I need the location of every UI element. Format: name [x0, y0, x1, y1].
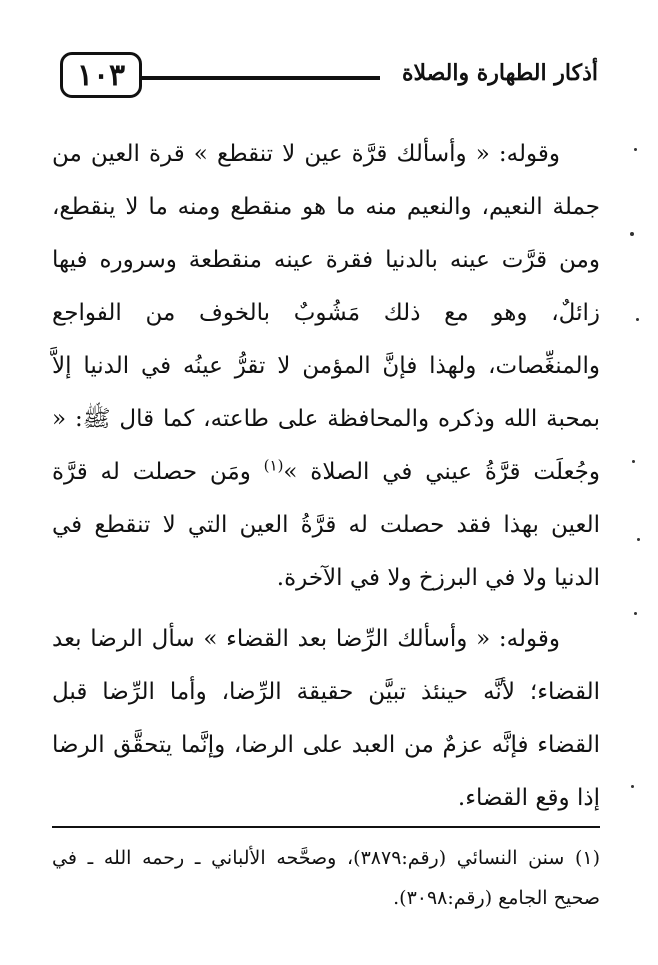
- paragraph-1-text: وقوله: « وأسألك قرَّة عين لا تنقطع » قرة العين من جملة النعيم، والنعيم منه ما هو منقطع ومنه ما لا ينقطع، ومن قرَّت عينه بالدنيا فقرة عينه منقطعة وسروره فيها زائلٌ، وهو مع ذلك مَشُوبٌ بالخوف من الفواجع والمنغِّصات، ولهذا فإنَّ المؤمن لا تقرُّ عينُه في الدنيا إلاَّ بمحبة الله وذكره والمحافظة على طاعته، كما قال ﷺ: « وجُعلَت قرَّةُ عيني في الصلاة »: [52, 141, 600, 485]
- running-title: أذكار الطهارة والصلاة: [401, 60, 598, 86]
- paragraph-1: [52, 128, 600, 605]
- scan-speck: [634, 612, 637, 615]
- footnotes: [52, 838, 600, 918]
- footnote-reference: (١): [263, 456, 284, 475]
- scan-speck: [631, 785, 634, 788]
- paragraph-2: وقوله: « وأسألك الرِّضا بعد القضاء » سأل الرضا بعد القضاء؛ لأنَّه حينئذ تبيَّن حقيقة الرِّضا، وأما الرِّضا قبل القضاء فإنَّه عزمٌ من العبد على الرضا، وإنَّما يتحقَّق الرضا إذا وقع القضاء.: [52, 626, 600, 811]
- paragraph-1-continuation: ومَن حصلت له قرَّة العين بهذا فقد حصلت له قرَّةُ العين التي لا تنقطع في الدنيا ولا في البرزخ ولا في الآخرة.: [52, 459, 600, 591]
- footnote-1: (١) سنن النسائي (رقم:٣٨٧٩)، وصحَّحه الألباني ـ رحمه الله ـ في صحيح الجامع (رقم:٣٠٩٨).: [52, 847, 600, 909]
- scan-speck: [630, 232, 634, 236]
- scan-speck: [634, 148, 637, 151]
- page-number: ١٠٣: [60, 52, 142, 98]
- footnote-rule: [52, 826, 600, 828]
- page-header: [60, 52, 598, 110]
- scan-speck: [632, 460, 635, 463]
- scan-speck: [636, 318, 639, 321]
- main-text: [52, 128, 600, 825]
- header-rule: [142, 76, 380, 80]
- scan-speck: [637, 538, 640, 541]
